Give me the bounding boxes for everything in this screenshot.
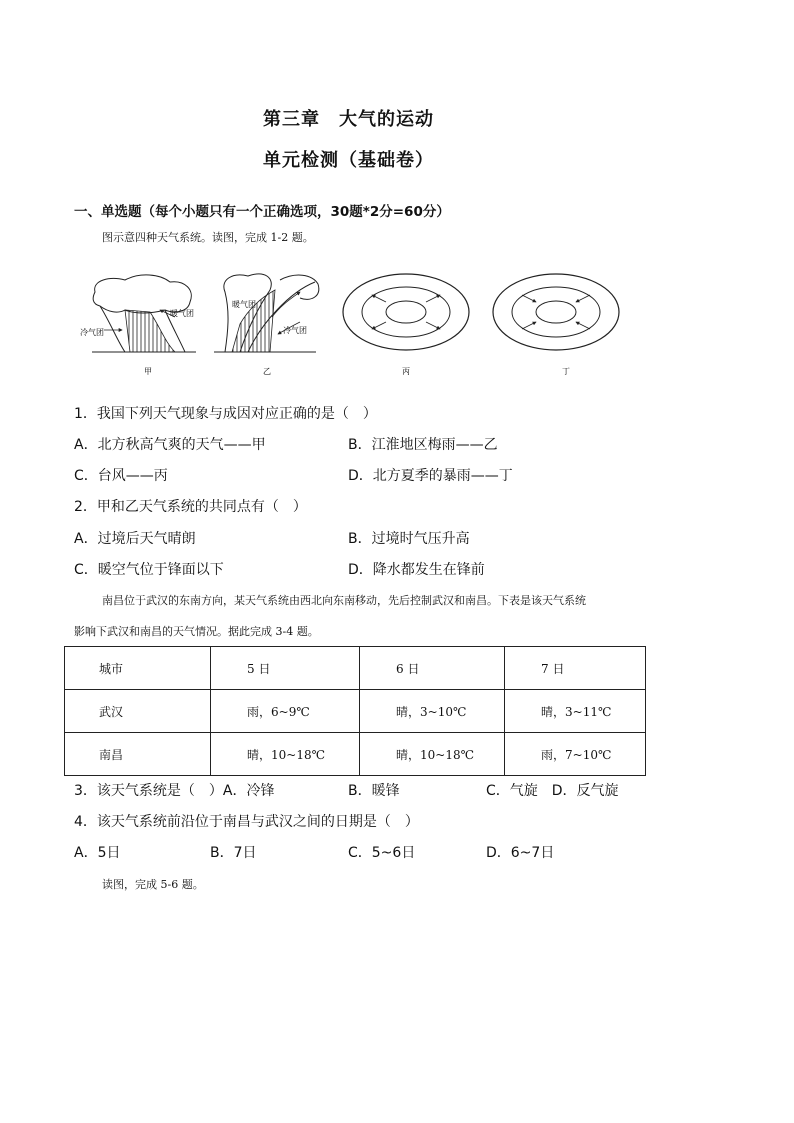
question-1-option-b[interactable]: B．江淮地区梅雨——乙 xyxy=(348,437,498,453)
table-cell: 雨，7~10℃ xyxy=(505,733,646,776)
question-4-stem: 4．该天气系统前沿位于南昌与武汉之间的日期是（ ） xyxy=(74,814,419,830)
chapter-title: 第三章 大气的运动 xyxy=(263,109,434,130)
question-4-option-a[interactable]: A．5日 xyxy=(74,845,121,861)
diagram-ding xyxy=(493,274,619,350)
passage-line-2: 影响下武汉和南昌的天气情况。据此完成 3-4 题。 xyxy=(74,625,319,638)
table-row xyxy=(65,690,646,733)
question-4-option-b[interactable]: B．7日 xyxy=(210,845,257,861)
figure-intro: 图示意四种天气系统。读图，完成 1-2 题。 xyxy=(102,231,314,244)
jia-cold-label: 冷气团 xyxy=(80,328,104,337)
weather-table xyxy=(64,646,646,776)
passage-3: 读图，完成 5-6 题。 xyxy=(102,878,204,891)
question-1-option-a[interactable]: A．北方秋高气爽的天气——甲 xyxy=(74,437,266,453)
question-2-option-c[interactable]: C．暖空气位于锋面以下 xyxy=(74,562,224,578)
jia-label: 甲 xyxy=(144,367,152,376)
yi-label: 乙 xyxy=(263,367,271,376)
table-header-row xyxy=(65,647,646,690)
table-header-cell: 7 日 xyxy=(505,647,646,690)
question-1-stem: 1．我国下列天气现象与成因对应正确的是（ ） xyxy=(74,406,377,422)
table-cell: 武汉 xyxy=(65,690,211,733)
question-3-option-b[interactable]: B．暖锋 xyxy=(348,783,400,799)
table-cell: 晴，3~11℃ xyxy=(505,690,646,733)
table-header-cell: 5 日 xyxy=(211,647,360,690)
question-2-option-d[interactable]: D．降水都发生在锋前 xyxy=(348,562,485,578)
jia-cloud xyxy=(93,275,191,313)
section-heading: 一、单选题（每个小题只有一个正确选项，30题*2分=60分） xyxy=(74,204,450,220)
question-2-stem: 2．甲和乙天气系统的共同点有（ ） xyxy=(74,499,307,515)
diagram-yi xyxy=(214,274,319,352)
question-4-option-d[interactable]: D．6~7日 xyxy=(486,845,555,861)
diagram-bing xyxy=(343,274,469,350)
page-subtitle: 单元检测（基础卷） xyxy=(263,150,434,171)
table-cell: 南昌 xyxy=(65,733,211,776)
yi-warm-label: 暖气团 xyxy=(232,300,256,309)
question-2-option-a[interactable]: A．过境后天气晴朗 xyxy=(74,531,196,547)
ding-label: 丁 xyxy=(562,367,570,376)
jia-warm-label: 暖气团 xyxy=(170,309,194,318)
bing-label: 丙 xyxy=(402,367,410,376)
question-3-stem: 3．该天气系统是（ ）A．冷锋 xyxy=(74,783,275,799)
question-1-option-d[interactable]: D．北方夏季的暴雨——丁 xyxy=(348,468,513,484)
question-3-option-cd[interactable]: C．气旋 D．反气旋 xyxy=(486,783,619,799)
question-1-option-c[interactable]: C．台风——丙 xyxy=(74,468,168,484)
weather-systems-figure xyxy=(0,262,794,392)
table-cell: 雨，6~9℃ xyxy=(211,690,360,733)
table-header-cell: 6 日 xyxy=(360,647,505,690)
yi-cold-label: 冷气团 xyxy=(283,326,307,335)
table-cell: 晴，10~18℃ xyxy=(211,733,360,776)
table-row xyxy=(65,733,646,776)
table-cell: 晴，10~18℃ xyxy=(360,733,505,776)
table-cell: 晴，3~10℃ xyxy=(360,690,505,733)
question-2-option-b[interactable]: B．过境时气压升高 xyxy=(348,531,470,547)
table-header-cell: 城市 xyxy=(65,647,211,690)
passage-line-1: 南昌位于武汉的东南方向，某天气系统由西北向东南移动，先后控制武汉和南昌。下表是该天气系统 xyxy=(102,594,586,607)
question-4-option-c[interactable]: C．5~6日 xyxy=(348,845,416,861)
